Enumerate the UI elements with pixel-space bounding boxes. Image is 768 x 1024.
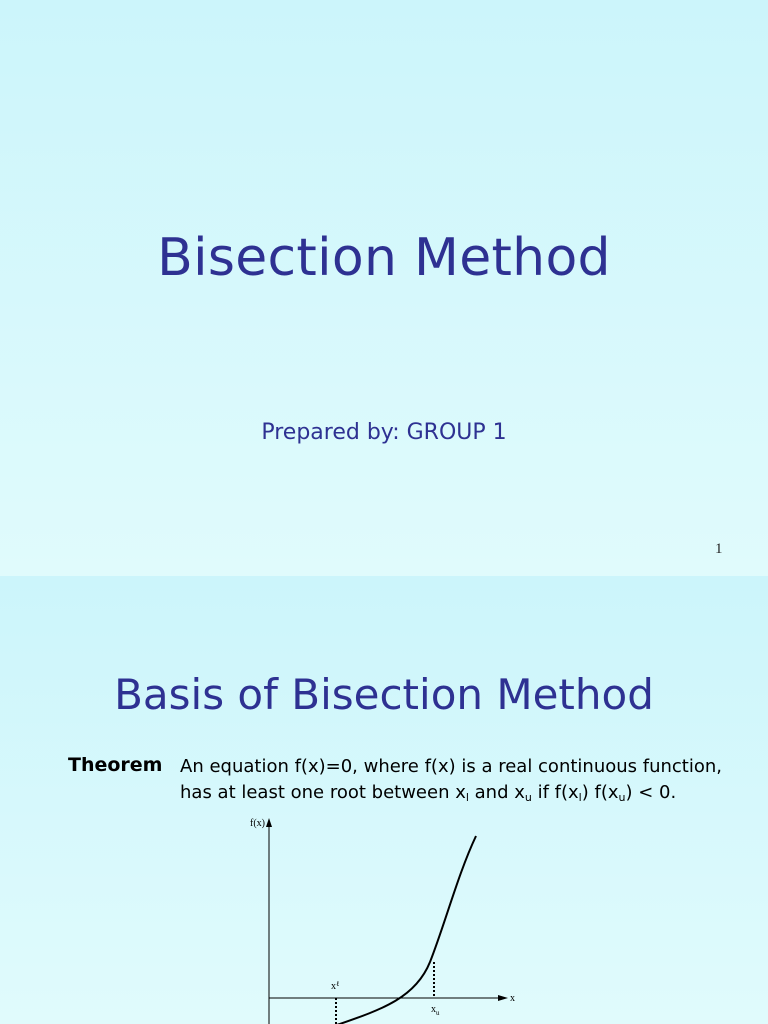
xl-label: $x^\ell$ [331, 980, 340, 992]
x-axis-label: x [510, 993, 515, 1004]
function-graph [230, 814, 530, 1024]
page-number: 1 [715, 541, 723, 557]
text-part: ) f(x [581, 782, 619, 803]
subscript-l: l [465, 791, 469, 804]
theorem-label: Theorem [68, 754, 163, 776]
theorem-line-2 [180, 780, 750, 811]
slide-2 [0, 576, 768, 1024]
theorem-text [180, 754, 750, 811]
text-part: and x [468, 782, 525, 803]
x-axis-arrow [498, 995, 508, 1001]
text-part: if f(x [531, 782, 579, 803]
xu-label: $x_u$ [431, 1004, 440, 1017]
subscript-u: u [618, 791, 626, 804]
y-axis-arrow [266, 818, 272, 827]
y-axis-label: f(x) [250, 818, 265, 829]
slide-title: Basis of Bisection Method [114, 670, 654, 719]
theorem-line-1: An equation f(x)=0, where f(x) is a real continuous function, [180, 756, 723, 777]
subscript-l: l [578, 791, 582, 804]
subscript-u: u [524, 791, 532, 804]
slide-title: Bisection Method [157, 228, 611, 288]
function-curve [334, 836, 476, 1024]
text-part: has at least one root between x [180, 782, 466, 803]
slide-subtitle: Prepared by: GROUP 1 [261, 420, 507, 445]
text-part: ) < 0. [625, 782, 677, 803]
